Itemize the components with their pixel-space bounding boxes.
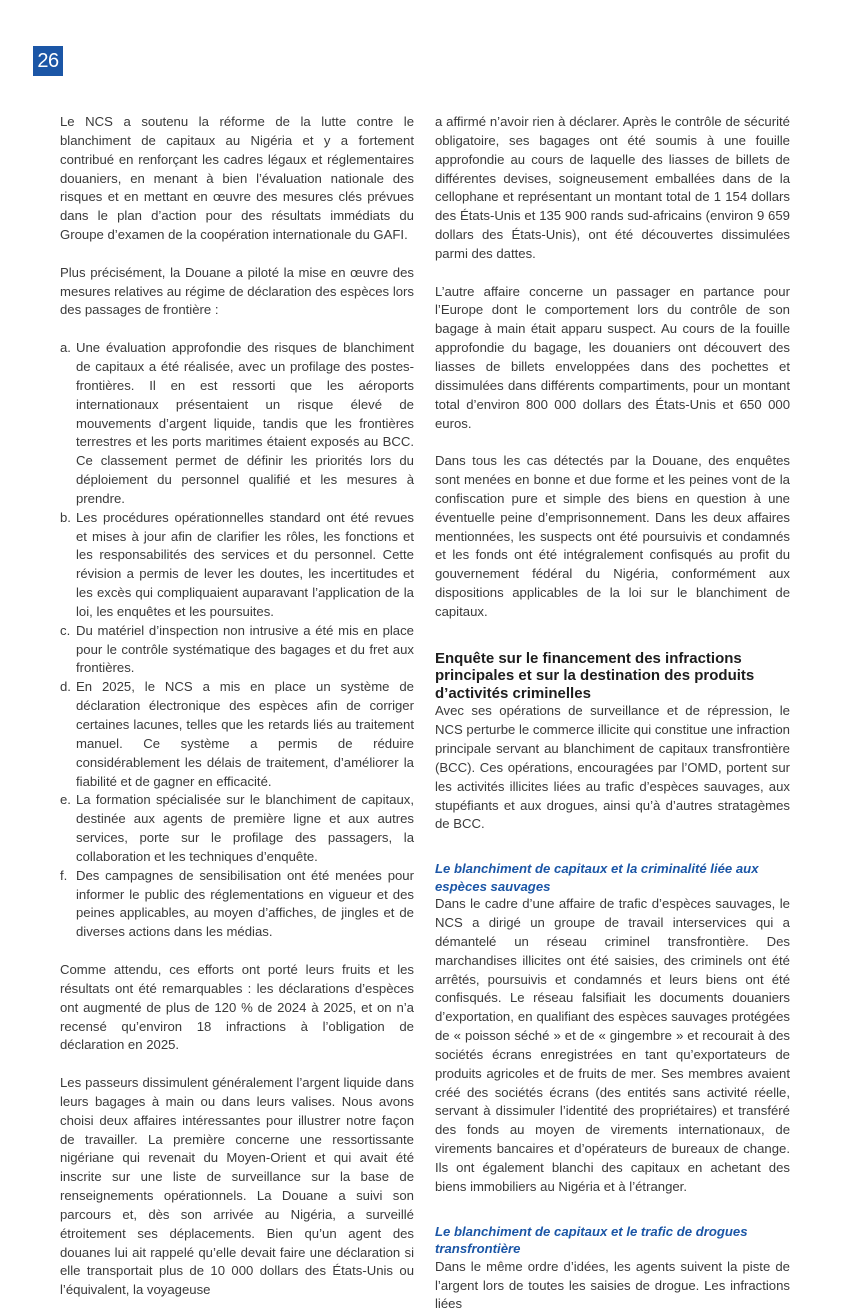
list-item xyxy=(60,867,414,942)
intro-paragraph: Le NCS a soutenu la réforme de la lutte contre le blanchiment de capitaux au Nigéria et y a fortement contribué en renforçant les cadres légaux et réglementaires douaniers, en menant à bien l’évaluation nationale des risques et en mettant en œuvre des mesures clés prévues dans le plan d’action pour des résultats immédiats du Groupe d’examen de la coopération internationale du GAFI. xyxy=(60,114,414,243)
measures-intro-paragraph: Plus précisément, la Douane a piloté la mise en œuvre des mesures relatives au régime de déclaration des espèces lors des passages de frontière : xyxy=(60,264,414,318)
list-item xyxy=(60,791,414,866)
case-two-paragraph: L’autre affaire concerne un passager en partance pour l’Europe dont le comportement lors du contrôle de son bagage à main était apparu suspect. Au cours de la fouille approfondie du bagage, les douaniers ont découvert des liasses de billets enveloppées dans des pochettes et dissimulées dans différents compartiments, pour un montant total d’environ 800 000 dollars des États-Unis et 650 000 euros. xyxy=(435,283,790,431)
list-item xyxy=(60,339,414,509)
list-marker: f. xyxy=(60,867,68,883)
page-number: 26 xyxy=(33,46,63,76)
list-marker: c. xyxy=(60,622,71,638)
list-item xyxy=(60,678,414,791)
section-heading: Enquête sur le financement des infractions principales et sur la destination des produits d’activités criminelles xyxy=(435,649,755,702)
list-item-text: Des campagnes de sensibilisation ont été menées pour informer le public des réglementations en vigueur et des peines applicables, au moyen d’affiches, de jingles et de diverses actions dans les médias. xyxy=(76,867,414,940)
section-intro-paragraph: Avec ses opérations de surveillance et de répression, le NCS perturbe le commerce illicite qui constitue une infraction principale servant au blanchiment de capitaux transfrontière (BCC). Ces opérations, encouragées par l’OMD, portent sur les activités illicites liées au trafic d’espèces sauvages, aux stupéfiants et aux drogues, ainsi qu’à d’autres stratagèmes de BCC. xyxy=(435,703,790,832)
left-column xyxy=(60,113,414,1300)
wildlife-paragraph: Dans le cadre d’une affaire de trafic d’espèces sauvages, le NCS a dirigé un groupe de travail interservices qui a démantelé un réseau criminel transfrontière. Des marchandises illicites ont été saisies, des criminels ont été arrêtés, poursuivis et condamnés et leurs biens ont été confisqués. Le réseau falsifiait les documents douaniers d’exportation, en qualifiant des espèces sauvages protégées de « poisson séché » et de « gingembre » et recourait à des sociétés écrans enregistrées en tant qu’exportateurs de produits agricoles et de fruits de mer. Ses membres avaient créé des sociétés écrans (des entités sans activité réelle, servant à dissimuler l’identité des propriétaires) et transféré des fonds au moyen de virements internationaux, de virements bancaires et d’opérateurs de bureaux de change. Ils ont également blanchi des capitaux en achetant des biens immobiliers au Nigéria et à l’étranger. xyxy=(435,896,790,1194)
measures-list xyxy=(60,339,414,942)
drugs-paragraph: Dans le même ordre d’idées, les agents suivent la piste de l’argent lors de toutes les saisies de drogue. Les infractions liées xyxy=(435,1258,790,1312)
list-item-text: Les procédures opérationnelles standard ont été revues et mises à jour afin de clarifier les rôles, les fonctions et les responsabilités des services et du personnel. Cette révision a permis de lever les doutes, les incertitudes et les excès qui compliquaient auparavant l’application de la loi, les enquêtes et les poursuites. xyxy=(76,509,414,619)
case-one-continuation-paragraph: a affirmé n’avoir rien à déclarer. Après le contrôle de sécurité obligatoire, ses bagages ont été soumis à une fouille approfondie au cours de laquelle des liasses de billets de différentes devises, soigneusement emballées dans de la cellophane et représentant un montant total de 1 154 dollars des États-Unis et 135 900 rands sud-africains (environ 9 659 dollars des États-Unis), ont été découvertes dissimulées parmi des dattes. xyxy=(435,114,790,261)
cases-paragraph: Les passeurs dissimulent généralement l’argent liquide dans leurs bagages à main ou dans leurs valises. Nous avons choisi deux affaires intéressantes pour illustrer notre façon de travailler. La première concerne une ressortissante nigériane qui revenait du Moyen-Orient et qui avait été inscrite sur une liste de surveillance sur la base de renseignements opérationnels. La Douane a suivi son parcours et, dès son arrivée au Nigéria, a surveillé étroitement ses déplacements. Bien qu’un agent des douanes lui ait rappelé qu’elle devait faire une déclaration si elle transportait plus de 10 000 dollars des États-Unis ou l’équivalent, la voyageuse xyxy=(60,1075,414,1298)
list-item-text: La formation spécialisée sur le blanchiment de capitaux, destinée aux agents de première ligne et aux autres services, porte sur le profilage des passagers, la collaboration et les techniques d’enquête. xyxy=(76,792,414,864)
list-marker: d. xyxy=(60,679,71,695)
list-item xyxy=(60,509,414,622)
list-item-text: Une évaluation approfondie des risques de blanchiment de capitaux a été réalisée, avec un profilage des postes-frontières. Il en est ressorti que les aéroports internationaux présentaient un risque élevé de mouvements d’argent liquide, tandis que les frontières terrestres et les ports maritimes étaient exposés au BCC. Ce classement permet de définir les priorités lors du déploiement du personnel qualifié et les mesures à prendre. xyxy=(76,340,414,506)
list-item-text: En 2025, le NCS a mis en place un système de déclaration électronique des espèces afin de corriger certaines lacunes, telles que les retards liés au traitement manuel. Ce système a permis de réduire considérablement les délais de traitement, d’améliorer la fiabilité et de gagner en efficacité. xyxy=(76,679,414,789)
list-marker: a. xyxy=(60,340,71,356)
list-marker: b. xyxy=(60,509,71,525)
subheading-wildlife: Le blanchiment de capitaux et la criminalité liée aux espèces sauvages xyxy=(435,861,759,894)
penalties-paragraph: Dans tous les cas détectés par la Douane, des enquêtes sont menées en bonne et due forme et les peines vont de la confiscation pure et simple des biens en question à une éventuelle peine d’emprisonnement. Dans les deux affaires mentionnées, les suspects ont été poursuivis et condamnés et les fonds ont été intégralement confisqués au profit du gouvernement fédéral du Nigéria, conformément aux dispositions applicables de la loi sur le blanchiment de capitaux. xyxy=(435,453,790,619)
list-marker: e. xyxy=(60,792,71,808)
results-paragraph: Comme attendu, ces efforts ont porté leurs fruits et les résultats ont été remarquables : les déclarations d’espèces ont augmenté de plus de 120 % de 2024 à 2025, et on n’a recensé qu’environ 18 infractions à l’obligation de déclaration en 2025. xyxy=(60,961,414,1053)
subheading-drugs: Le blanchiment de capitaux et le trafic de drogues transfrontière xyxy=(435,1223,748,1257)
right-column xyxy=(435,113,790,1314)
list-item xyxy=(60,622,414,679)
list-item-text: Du matériel d’inspection non intrusive a été mis en place pour le contrôle systématique des bagages et du fret aux frontières. xyxy=(76,622,414,676)
